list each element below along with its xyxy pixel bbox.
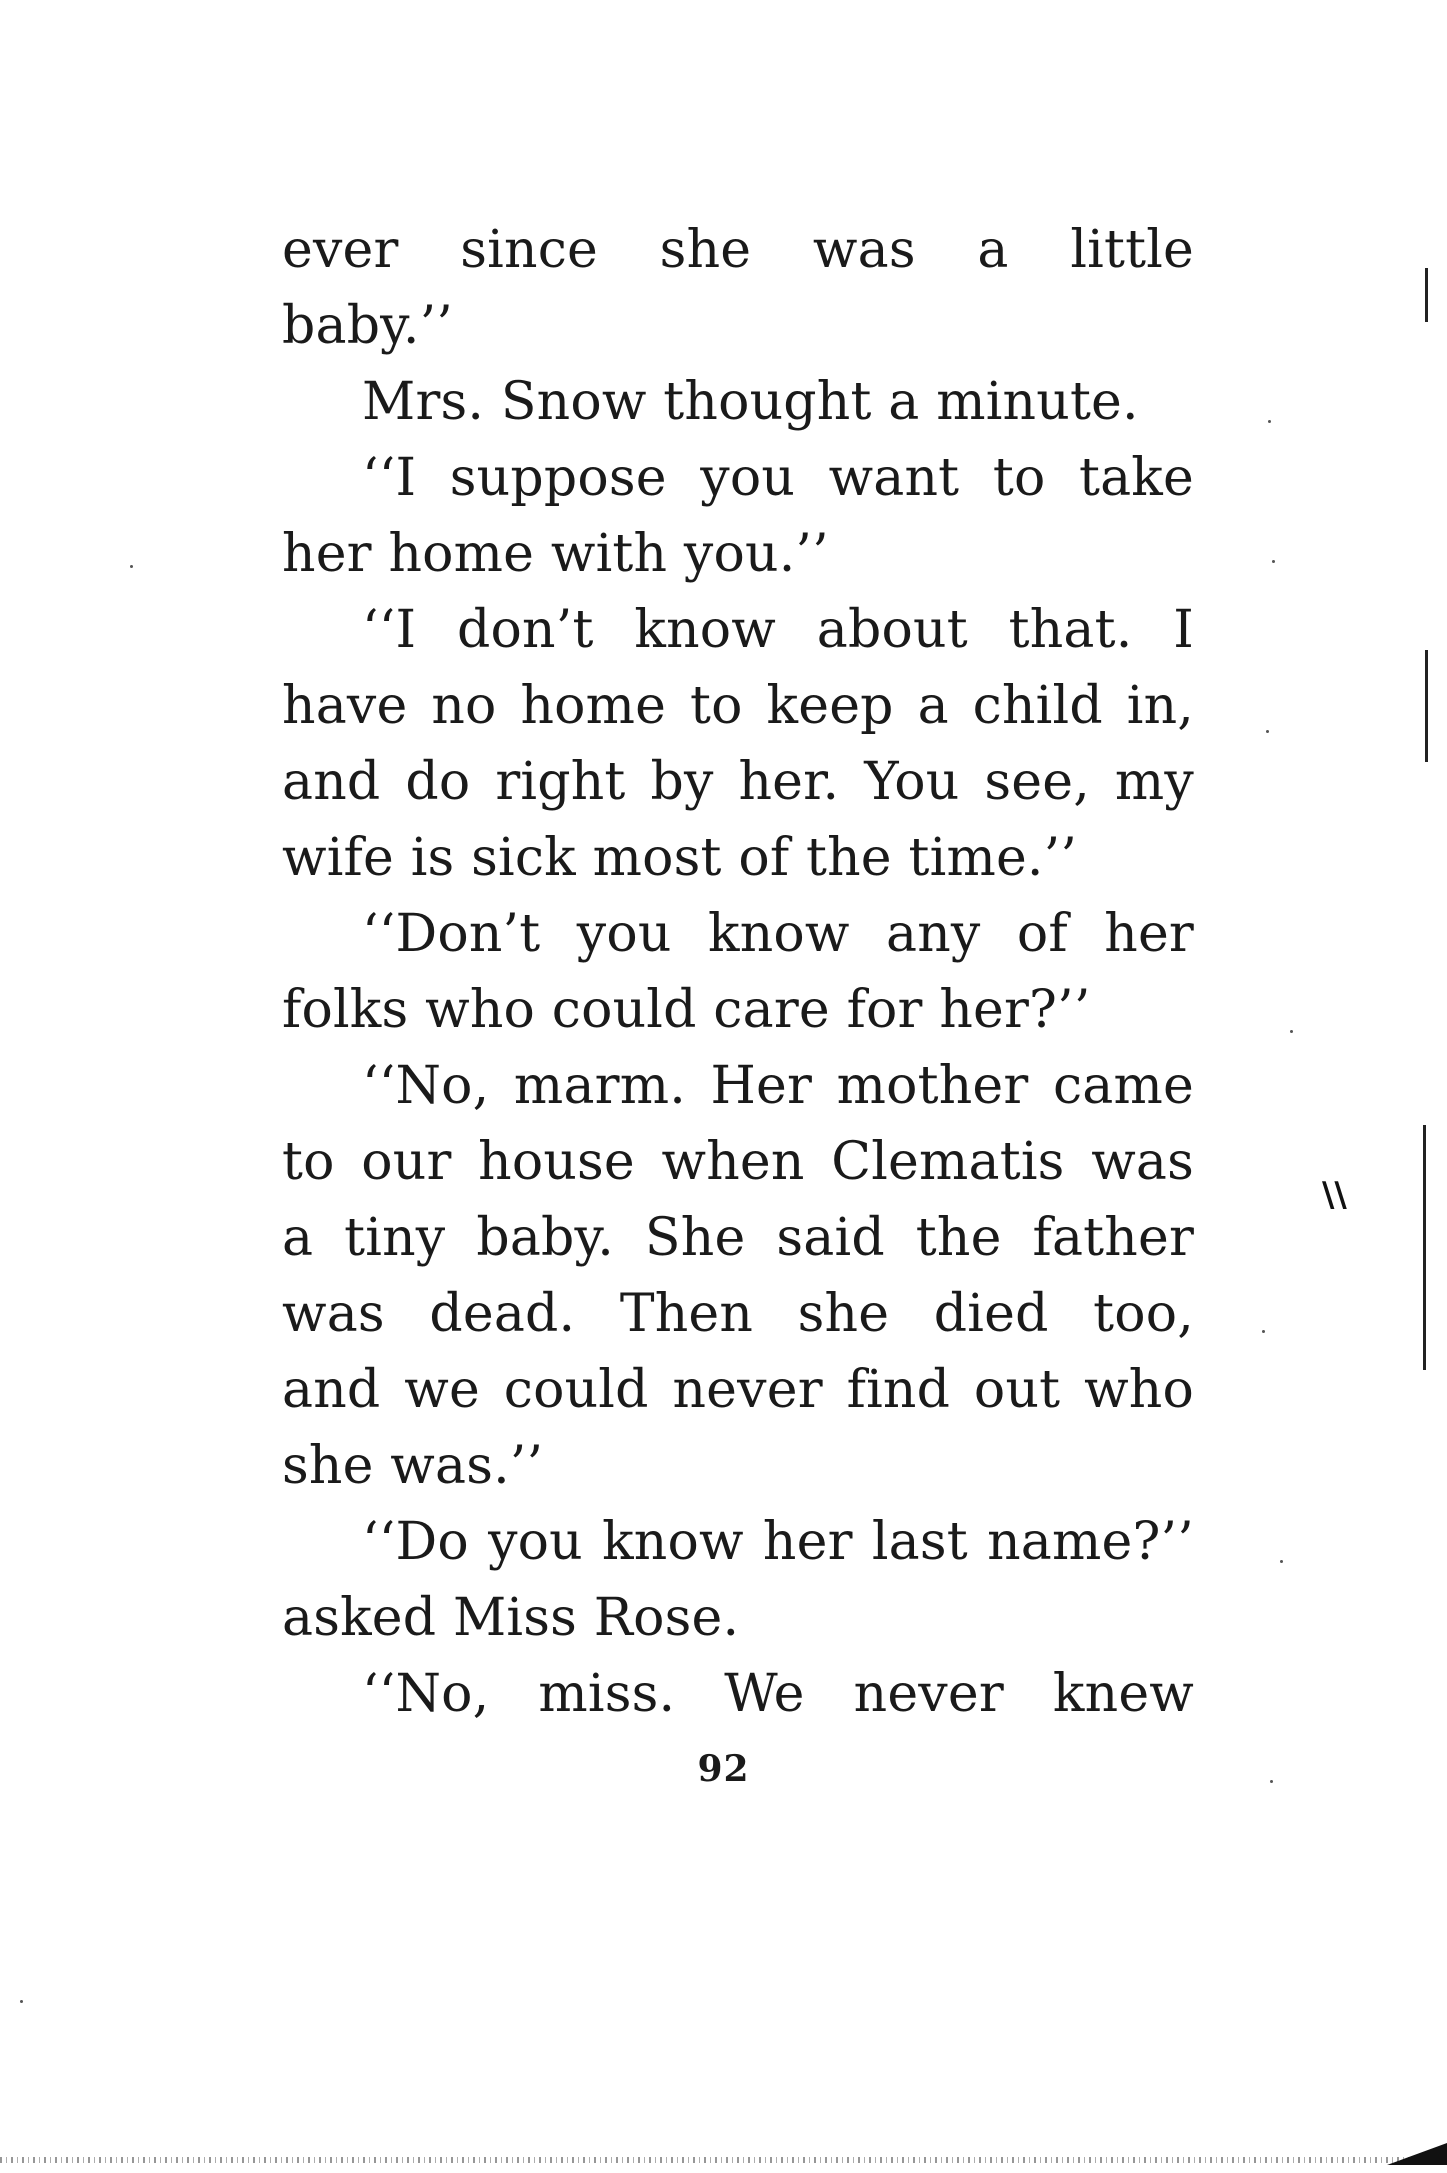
text-line: and we could never find out who <box>282 1360 1194 1420</box>
text-line: have no home to keep a child in, <box>282 676 1194 736</box>
scan-edge-line <box>1425 650 1428 762</box>
scan-speck <box>130 565 133 568</box>
text-line: wife is sick most of the time.’’ <box>282 828 1078 888</box>
text-line: baby.’’ <box>282 296 454 356</box>
page-number: 92 <box>697 1748 750 1790</box>
text-line: to our house when Clematis was <box>282 1132 1194 1192</box>
text-line: ‘‘Don’t you know any of her <box>362 904 1194 964</box>
text-line: was dead. Then she died too, <box>282 1284 1194 1344</box>
text-line: she was.’’ <box>282 1436 544 1496</box>
scan-speck <box>1272 560 1275 563</box>
text-line: ‘‘I don’t know about that. I <box>362 600 1194 660</box>
text-line: asked Miss Rose. <box>282 1588 740 1648</box>
scan-speck <box>1266 730 1269 733</box>
scan-speck <box>1268 420 1271 423</box>
scan-speck <box>1280 1560 1283 1563</box>
body-text <box>282 212 1194 1732</box>
text-line: ‘‘I suppose you want to take <box>362 448 1194 508</box>
text-line: her home with you.’’ <box>282 524 829 584</box>
text-line: ever since she was a little <box>282 220 1194 280</box>
text-line: Mrs. Snow thought a minute. <box>362 372 1139 432</box>
scan-speck <box>1262 1330 1265 1333</box>
text-line: ‘‘No, marm. Her mother came <box>362 1056 1194 1116</box>
scan-speck <box>1290 1030 1293 1033</box>
scan-speck <box>1270 1780 1273 1783</box>
margin-mark: \\ <box>1322 1175 1347 1215</box>
text-line: and do right by her. You see, my <box>282 752 1194 812</box>
scan-edge-line <box>1425 268 1428 322</box>
scan-bottom-edge <box>0 2157 1447 2163</box>
text-line: ‘‘Do you know her last name?’’ <box>362 1512 1194 1572</box>
text-line: a tiny baby. She said the father <box>282 1208 1194 1268</box>
scan-speck <box>20 2000 23 2003</box>
text-line: ‘‘No, miss. We never knew <box>362 1664 1194 1724</box>
scan-edge-line <box>1423 1125 1426 1370</box>
text-line: folks who could care for her?’’ <box>282 980 1091 1040</box>
